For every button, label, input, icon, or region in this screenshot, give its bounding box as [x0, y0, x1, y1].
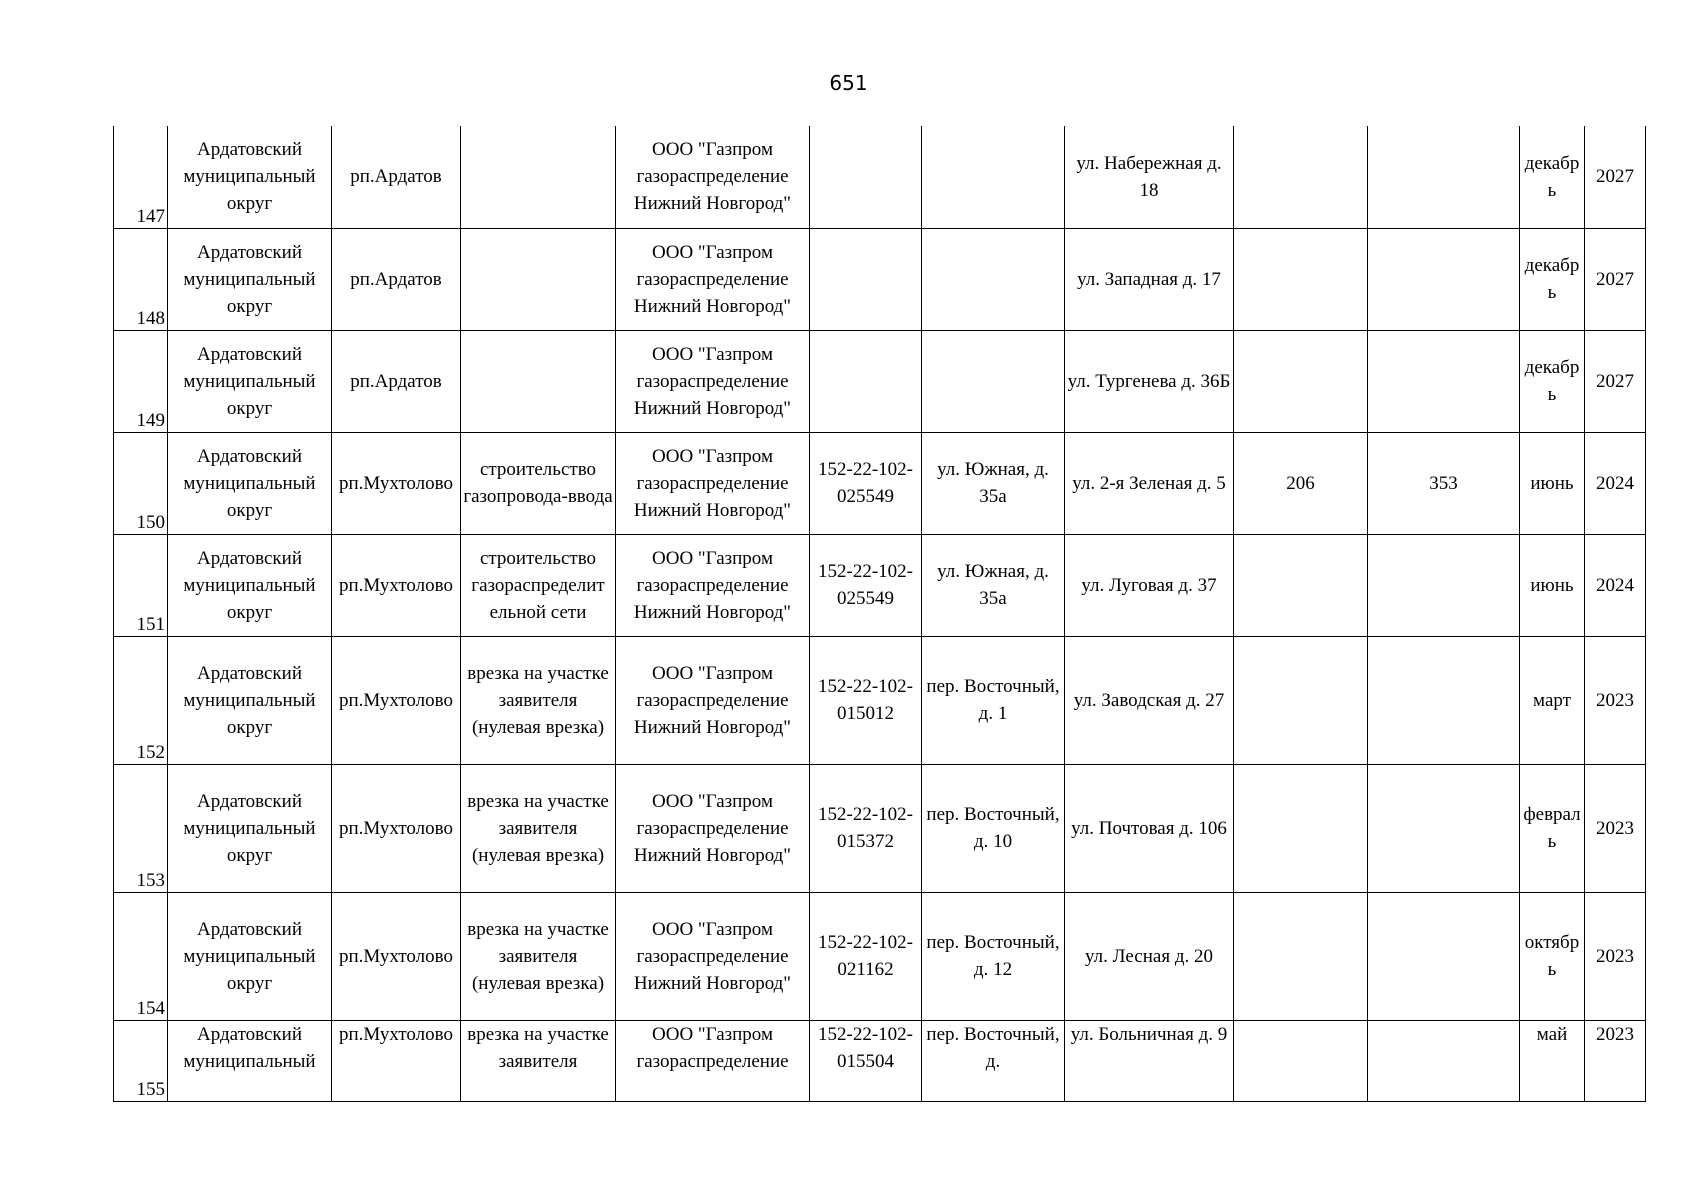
value-1-cell: [1234, 636, 1368, 764]
page-number: 651: [829, 71, 868, 95]
value-2-cell: [1368, 892, 1520, 1020]
year-cell: 2023: [1585, 892, 1646, 1020]
table-row: [114, 534, 1646, 636]
row-number-cell: 149: [114, 330, 168, 432]
month-cell: май: [1520, 1020, 1585, 1101]
value-2-cell: [1368, 228, 1520, 330]
source-address-cell: ул. Южная, д. 35а: [922, 432, 1065, 534]
value-1-cell: [1234, 534, 1368, 636]
organization-cell: ООО "Газпром газораспределение Нижний Новгород": [616, 228, 810, 330]
district-cell: Ардатовский муниципальный округ: [168, 432, 332, 534]
address-cell: ул. 2-я Зеленая д. 5: [1065, 432, 1234, 534]
month-cell: декабр ь: [1520, 126, 1585, 228]
row-number-cell: 147: [114, 126, 168, 228]
value-2-cell: [1368, 534, 1520, 636]
settlement-cell: рп.Ардатов: [332, 228, 461, 330]
district-cell: Ардатовский муниципальный округ: [168, 764, 332, 892]
table-body: [114, 126, 1646, 1101]
organization-cell: ООО "Газпром газораспределение Нижний Новгород": [616, 534, 810, 636]
value-1-cell: [1234, 1020, 1368, 1101]
table-row: [114, 892, 1646, 1020]
code-cell: 152-22-102-025549: [810, 534, 922, 636]
table-row: [114, 330, 1646, 432]
settlement-cell: рп.Мухтолово: [332, 764, 461, 892]
year-cell: 2027: [1585, 126, 1646, 228]
settlement-cell: рп.Ардатов: [332, 330, 461, 432]
work-type-cell: [461, 228, 616, 330]
code-cell: 152-22-102-015504: [810, 1020, 922, 1101]
organization-cell: ООО "Газпром газораспределение Нижний Новгород": [616, 892, 810, 1020]
source-address-cell: пер. Восточный, д.: [922, 1020, 1065, 1101]
work-type-cell: врезка на участке заявителя (нулевая врезка): [461, 892, 616, 1020]
source-address-cell: пер. Восточный, д. 12: [922, 892, 1065, 1020]
row-number-cell: 148: [114, 228, 168, 330]
address-cell: ул. Набережная д. 18: [1065, 126, 1234, 228]
value-1-cell: [1234, 330, 1368, 432]
work-type-cell: врезка на участке заявителя (нулевая врезка): [461, 764, 616, 892]
row-number-cell: 153: [114, 764, 168, 892]
value-1-cell: [1234, 892, 1368, 1020]
data-table: [113, 126, 1646, 1102]
value-1-cell: [1234, 228, 1368, 330]
organization-cell: ООО "Газпром газораспределение Нижний Новгород": [616, 636, 810, 764]
value-2-cell: [1368, 636, 1520, 764]
organization-cell: ООО "Газпром газораспределение Нижний Новгород": [616, 330, 810, 432]
organization-cell: ООО "Газпром газораспределение Нижний Новгород": [616, 126, 810, 228]
settlement-cell: рп.Мухтолово: [332, 636, 461, 764]
year-cell: 2023: [1585, 764, 1646, 892]
table-row: [114, 636, 1646, 764]
table-row: [114, 228, 1646, 330]
address-cell: ул. Тургенева д. 36Б: [1065, 330, 1234, 432]
settlement-cell: рп.Мухтолово: [332, 1020, 461, 1101]
settlement-cell: рп.Мухтолово: [332, 892, 461, 1020]
code-cell: 152-22-102-015012: [810, 636, 922, 764]
district-cell: Ардатовский муниципальный округ: [168, 330, 332, 432]
work-type-cell: [461, 126, 616, 228]
month-cell: феврал ь: [1520, 764, 1585, 892]
address-cell: ул. Лесная д. 20: [1065, 892, 1234, 1020]
work-type-cell: [461, 330, 616, 432]
value-2-cell: [1368, 1020, 1520, 1101]
organization-cell: ООО "Газпром газораспределение: [616, 1020, 810, 1101]
district-cell: Ардатовский муниципальный округ: [168, 636, 332, 764]
address-cell: ул. Западная д. 17: [1065, 228, 1234, 330]
code-cell: 152-22-102-021162: [810, 892, 922, 1020]
settlement-cell: рп.Мухтолово: [332, 534, 461, 636]
value-1-cell: [1234, 764, 1368, 892]
year-cell: 2024: [1585, 432, 1646, 534]
month-cell: октябр ь: [1520, 892, 1585, 1020]
source-address-cell: ул. Южная, д. 35а: [922, 534, 1065, 636]
source-address-cell: [922, 126, 1065, 228]
year-cell: 2023: [1585, 636, 1646, 764]
source-address-cell: [922, 330, 1065, 432]
value-2-cell: [1368, 330, 1520, 432]
source-address-cell: пер. Восточный, д. 10: [922, 764, 1065, 892]
work-type-cell: врезка на участке заявителя: [461, 1020, 616, 1101]
district-cell: Ардатовский муниципальный округ: [168, 228, 332, 330]
month-cell: июнь: [1520, 432, 1585, 534]
code-cell: [810, 228, 922, 330]
table-row: [114, 764, 1646, 892]
table-row: [114, 126, 1646, 228]
month-cell: март: [1520, 636, 1585, 764]
month-cell: декабр ь: [1520, 330, 1585, 432]
address-cell: ул. Почтовая д. 106: [1065, 764, 1234, 892]
year-cell: 2024: [1585, 534, 1646, 636]
table-row: [114, 432, 1646, 534]
value-2-cell: [1368, 764, 1520, 892]
code-cell: [810, 330, 922, 432]
month-cell: июнь: [1520, 534, 1585, 636]
value-1-cell: [1234, 126, 1368, 228]
row-number-cell: 154: [114, 892, 168, 1020]
address-cell: ул. Больничная д. 9: [1065, 1020, 1234, 1101]
code-cell: 152-22-102-015372: [810, 764, 922, 892]
row-number-cell: 152: [114, 636, 168, 764]
row-number-cell: 155: [114, 1020, 168, 1101]
district-cell: Ардатовский муниципальный округ: [168, 534, 332, 636]
code-cell: 152-22-102-025549: [810, 432, 922, 534]
month-cell: декабр ь: [1520, 228, 1585, 330]
value-2-cell: [1368, 126, 1520, 228]
year-cell: 2023: [1585, 1020, 1646, 1101]
year-cell: 2027: [1585, 330, 1646, 432]
settlement-cell: рп.Ардатов: [332, 126, 461, 228]
source-address-cell: пер. Восточный, д. 1: [922, 636, 1065, 764]
source-address-cell: [922, 228, 1065, 330]
address-cell: ул. Заводская д. 27: [1065, 636, 1234, 764]
address-cell: ул. Луговая д. 37: [1065, 534, 1234, 636]
district-cell: Ардатовский муниципальный: [168, 1020, 332, 1101]
settlement-cell: рп.Мухтолово: [332, 432, 461, 534]
row-number-cell: 151: [114, 534, 168, 636]
value-1-cell: 206: [1234, 432, 1368, 534]
row-number-cell: 150: [114, 432, 168, 534]
value-2-cell: 353: [1368, 432, 1520, 534]
district-cell: Ардатовский муниципальный округ: [168, 126, 332, 228]
year-cell: 2027: [1585, 228, 1646, 330]
organization-cell: ООО "Газпром газораспределение Нижний Новгород": [616, 432, 810, 534]
work-type-cell: строительство газопровода-ввода: [461, 432, 616, 534]
organization-cell: ООО "Газпром газораспределение Нижний Новгород": [616, 764, 810, 892]
work-type-cell: врезка на участке заявителя (нулевая врезка): [461, 636, 616, 764]
work-type-cell: строительство газораспределит ельной сети: [461, 534, 616, 636]
district-cell: Ардатовский муниципальный округ: [168, 892, 332, 1020]
code-cell: [810, 126, 922, 228]
table-row: [114, 1020, 1646, 1101]
